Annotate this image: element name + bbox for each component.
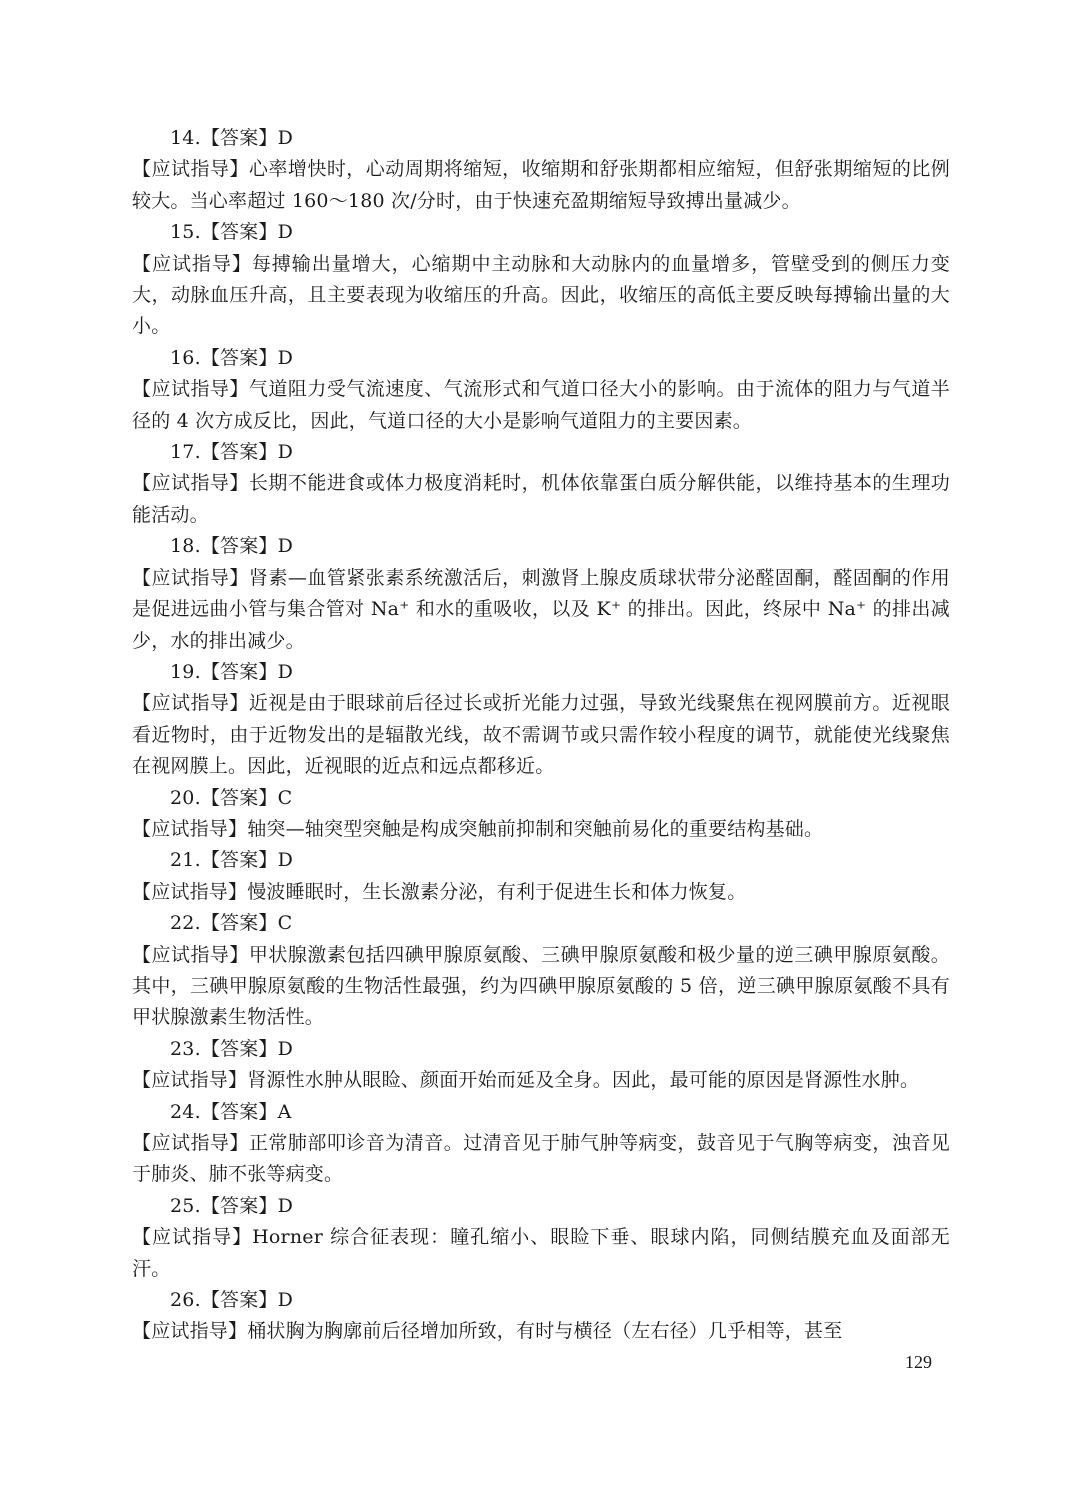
- answer-24: 24.【答案】A: [170, 1100, 292, 1123]
- guide-26: 【应试指导】桶状胸为胸廓前后径增加所致，有时与横径（左右径）几乎相等，甚至: [132, 1320, 843, 1343]
- answer-19: 19.【答案】D: [170, 660, 294, 683]
- guide-22: 【应试指导】甲状腺激素包括四碘甲腺原氨酸、三碘甲腺原氨酸和极少量的逆三碘甲腺原氨酸。其中，三碘甲腺原氨酸的生物活性最强，约为四碘甲腺原氨酸的 5 倍，逆三碘甲腺原氨酸不具有甲状腺激素生物活性。: [132, 943, 950, 1029]
- guide-16: 【应试指导】气道阻力受气流速度、气流形式和气道口径大小的影响。由于流体的阻力与气道半径的 4 次方成反比，因此，气道口径的大小是影响气道阻力的主要因素。: [132, 378, 950, 432]
- guide-25: 【应试指导】Horner 综合征表现：瞳孔缩小、眼睑下垂、眼球内陷，同侧结膜充血及面部无汗。: [132, 1226, 950, 1280]
- guide-15: 【应试指导】每搏输出量增大，心缩期中主动脉和大动脉内的血量增多，管壁受到的侧压力变大，动脉血压升高，且主要表现为收缩压的升高。因此，收缩压的高低主要反映每搏输出量的大小。: [132, 252, 950, 338]
- guide-23: 【应试指导】肾源性水肿从眼睑、颜面开始而延及全身。因此，最可能的原因是肾源性水肿。: [132, 1069, 920, 1092]
- page-number: 129: [905, 1352, 932, 1372]
- answer-explanations: [132, 123, 950, 1348]
- guide-21: 【应试指导】慢波睡眠时，生长激素分泌，有利于促进生长和体力恢复。: [132, 880, 747, 903]
- guide-14: 【应试指导】心率增快时，心动周期将缩短，收缩期和舒张期都相应缩短，但舒张期缩短的比例较大。当心率超过 160～180 次/分时，由于快速充盈期缩短导致搏出量减少。: [132, 158, 950, 212]
- answer-18: 18.【答案】D: [170, 535, 294, 558]
- guide-19: 【应试指导】近视是由于眼球前后径过长或折光能力过强，导致光线聚焦在视网膜前方。近视眼看近物时，由于近物发出的是辐散光线，故不需调节或只需作较小程度的调节，就能使光线聚焦在视网膜上。因此，近视眼的近点和远点都移近。: [132, 692, 950, 778]
- answer-17: 17.【答案】D: [170, 441, 294, 464]
- answer-26: 26.【答案】D: [170, 1289, 294, 1312]
- answer-23: 23.【答案】D: [170, 1037, 294, 1060]
- guide-20: 【应试指导】轴突—轴突型突触是构成突触前抑制和突触前易化的重要结构基础。: [132, 817, 824, 840]
- guide-24: 【应试指导】正常肺部叩诊音为清音。过清音见于肺气肿等病变，鼓音见于气胸等病变，浊音见于肺炎、肺不张等病变。: [132, 1132, 950, 1186]
- answer-20: 20.【答案】C: [170, 786, 293, 809]
- answer-25: 25.【答案】D: [170, 1194, 294, 1217]
- answer-14: 14.【答案】D: [170, 127, 294, 149]
- answer-21: 21.【答案】D: [170, 849, 294, 872]
- answer-16: 16.【答案】D: [170, 346, 294, 369]
- guide-18: 【应试指导】肾素—血管紧张素系统激活后，刺激肾上腺皮质球状带分泌醛固酮，醛固酮的作用是促进远曲小管与集合管对 Na⁺ 和水的重吸收，以及 K⁺ 的排出。因此，终尿中 Na⁺ 的排出减少，水的排出减少。: [132, 566, 950, 652]
- guide-17: 【应试指导】长期不能进食或体力极度消耗时，机体依靠蛋白质分解供能，以维持基本的生理功能活动。: [132, 472, 950, 526]
- answer-22: 22.【答案】C: [170, 912, 293, 935]
- answer-15: 15.【答案】D: [170, 221, 294, 244]
